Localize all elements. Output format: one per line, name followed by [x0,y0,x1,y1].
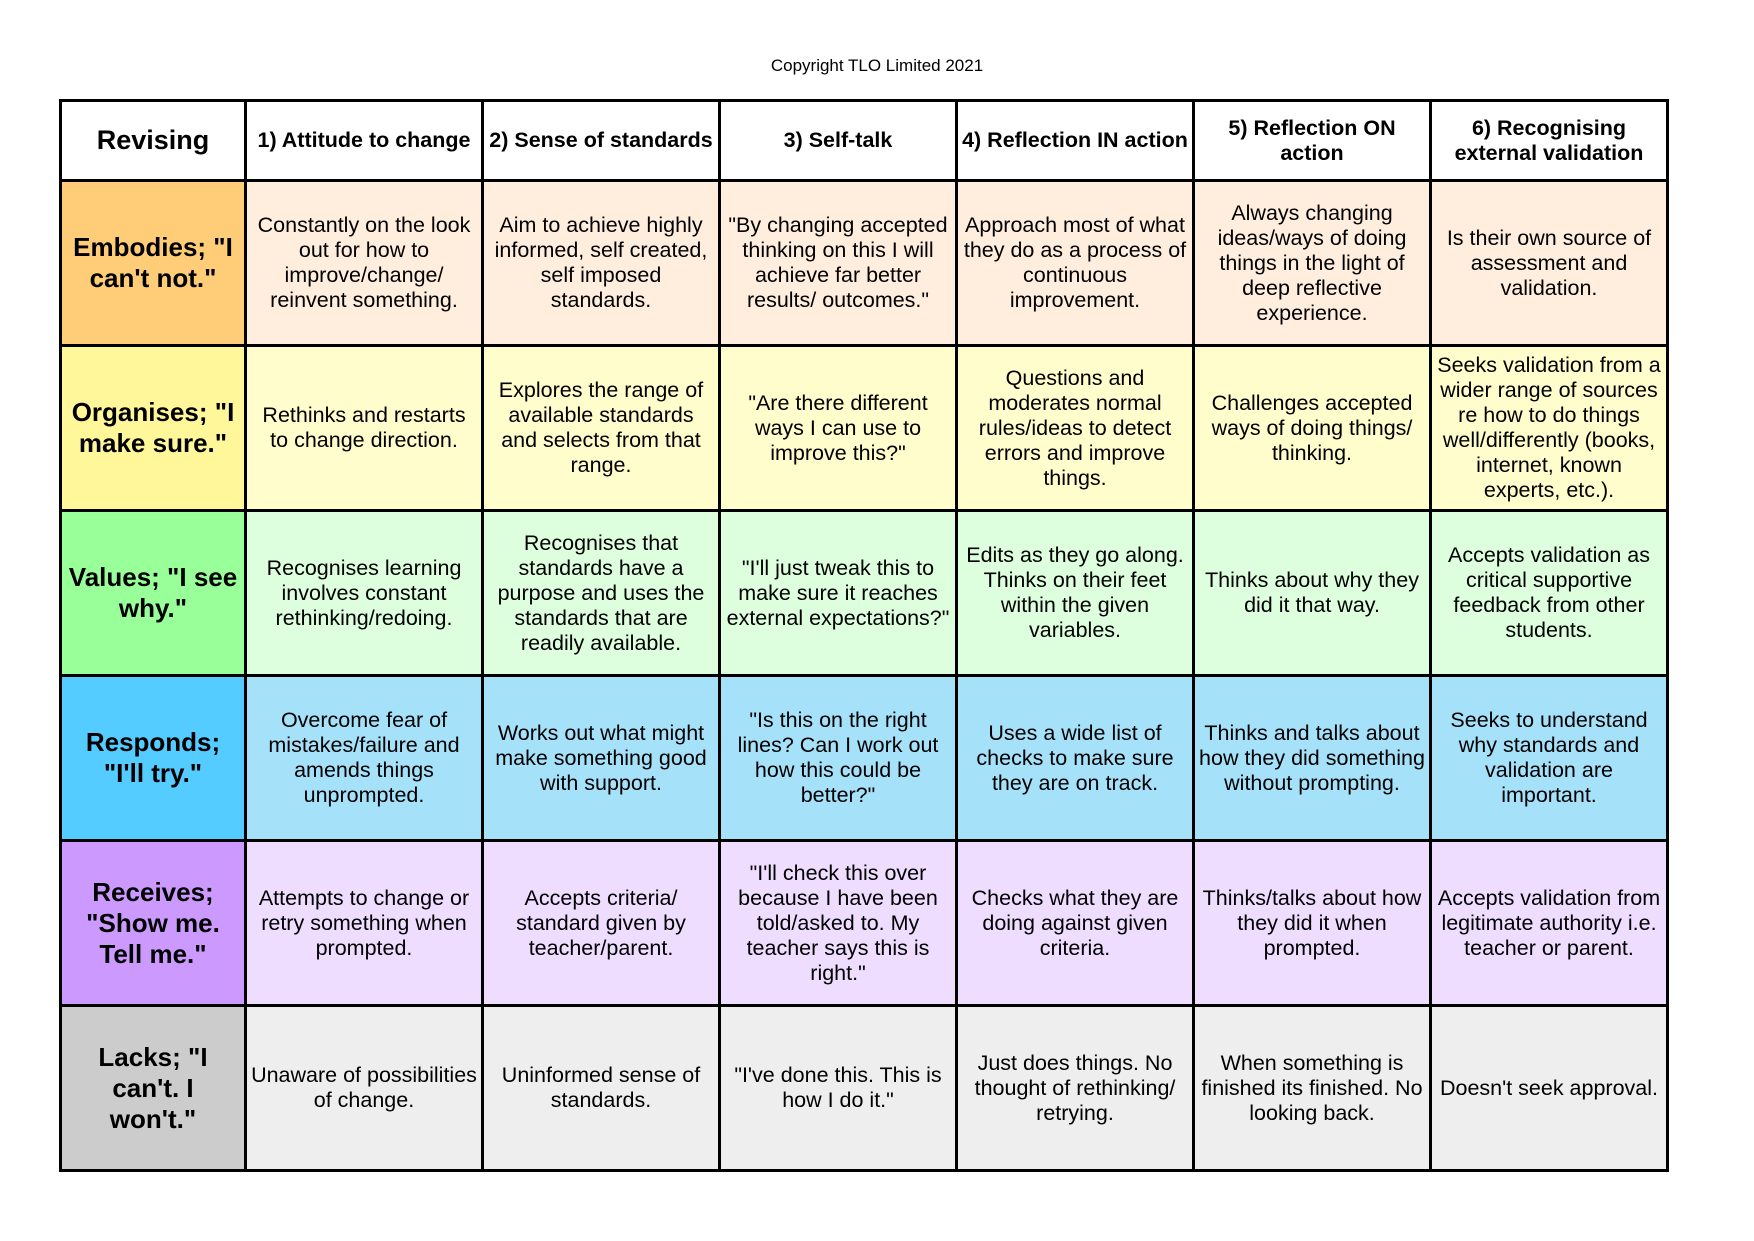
table-cell: Accepts criteria/ standard given by teacher/parent. [483,841,720,1006]
table-row [61,511,1668,676]
table-row [61,346,1668,511]
corner-label: Revising [61,101,246,181]
table-cell: Overcome fear of mistakes/failure and amends things unprompted. [246,676,483,841]
table-cell: Thinks/talks about how they did it when prompted. [1194,841,1431,1006]
table-row [61,181,1668,346]
table-cell: Thinks about why they did it that way. [1194,511,1431,676]
level-label: Responds; "I'll try." [61,676,246,841]
level-label: Receives; "Show me. Tell me." [61,841,246,1006]
copyright-notice: Copyright TLO Limited 2021 [770,56,984,75]
column-header: 2) Sense of standards [483,101,720,181]
table-cell: Constantly on the look out for how to improve/change/ reinvent something. [246,181,483,346]
table-cell: Seeks to understand why standards and validation are important. [1431,676,1668,841]
column-header: 1) Attitude to change [246,101,483,181]
table-cell: Is their own source of assessment and validation. [1431,181,1668,346]
table-cell: "Are there different ways I can use to improve this?" [720,346,957,511]
table-cell: "I'll check this over because I have been told/asked to. My teacher says this is right." [720,841,957,1006]
table-cell: Challenges accepted ways of doing things/ thinking. [1194,346,1431,511]
table-cell: Doesn't seek approval. [1431,1006,1668,1171]
table-cell: Checks what they are doing against given criteria. [957,841,1194,1006]
table-cell: Edits as they go along. Thinks on their feet within the given variables. [957,511,1194,676]
column-header: 3) Self-talk [720,101,957,181]
revising-rubric-table [59,99,1669,1172]
table-cell: "I'll just tweak this to make sure it reaches external expectations?" [720,511,957,676]
column-header: 5) Reflection ON action [1194,101,1431,181]
level-label: Embodies; "I can't not." [61,181,246,346]
table-cell: Aim to achieve highly informed, self created, self imposed standards. [483,181,720,346]
table-row [61,1006,1668,1171]
table-cell: Uses a wide list of checks to make sure they are on track. [957,676,1194,841]
header-row [61,101,1668,181]
table-cell: Seeks validation from a wider range of sources re how to do things well/differently (books, internet, known experts, etc.). [1431,346,1668,511]
table-cell: Works out what might make something good with support. [483,676,720,841]
table-cell: Rethinks and restarts to change direction. [246,346,483,511]
table-cell: "I've done this. This is how I do it." [720,1006,957,1171]
table-cell: Always changing ideas/ways of doing things in the light of deep reflective experience. [1194,181,1431,346]
table-cell: When something is finished its finished. No looking back. [1194,1006,1431,1171]
column-header: 4) Reflection IN action [957,101,1194,181]
table-cell: Explores the range of available standards and selects from that range. [483,346,720,511]
table-row [61,676,1668,841]
table-cell: Recognises learning involves constant rethinking/redoing. [246,511,483,676]
table-cell: Thinks and talks about how they did something without prompting. [1194,676,1431,841]
level-label: Organises; "I make sure." [61,346,246,511]
table-cell: Uninformed sense of standards. [483,1006,720,1171]
table-cell: Recognises that standards have a purpose and uses the standards that are readily available. [483,511,720,676]
table-cell: "Is this on the right lines? Can I work out how this could be better?" [720,676,957,841]
table-cell: Accepts validation as critical supportive feedback from other students. [1431,511,1668,676]
table-cell: Approach most of what they do as a process of continuous improvement. [957,181,1194,346]
table-row [61,841,1668,1006]
table-cell: Just does things. No thought of rethinking/ retrying. [957,1006,1194,1171]
table-cell: Accepts validation from legitimate authority i.e. teacher or parent. [1431,841,1668,1006]
table-cell: Attempts to change or retry something when prompted. [246,841,483,1006]
column-header: 6) Recognising external validation [1431,101,1668,181]
table-cell: Questions and moderates normal rules/ideas to detect errors and improve things. [957,346,1194,511]
level-label: Values; "I see why." [61,511,246,676]
table-cell: Unaware of possibilities of change. [246,1006,483,1171]
table-cell: "By changing accepted thinking on this I will achieve far better results/ outcomes." [720,181,957,346]
level-label: Lacks; "I can't. I won't." [61,1006,246,1171]
